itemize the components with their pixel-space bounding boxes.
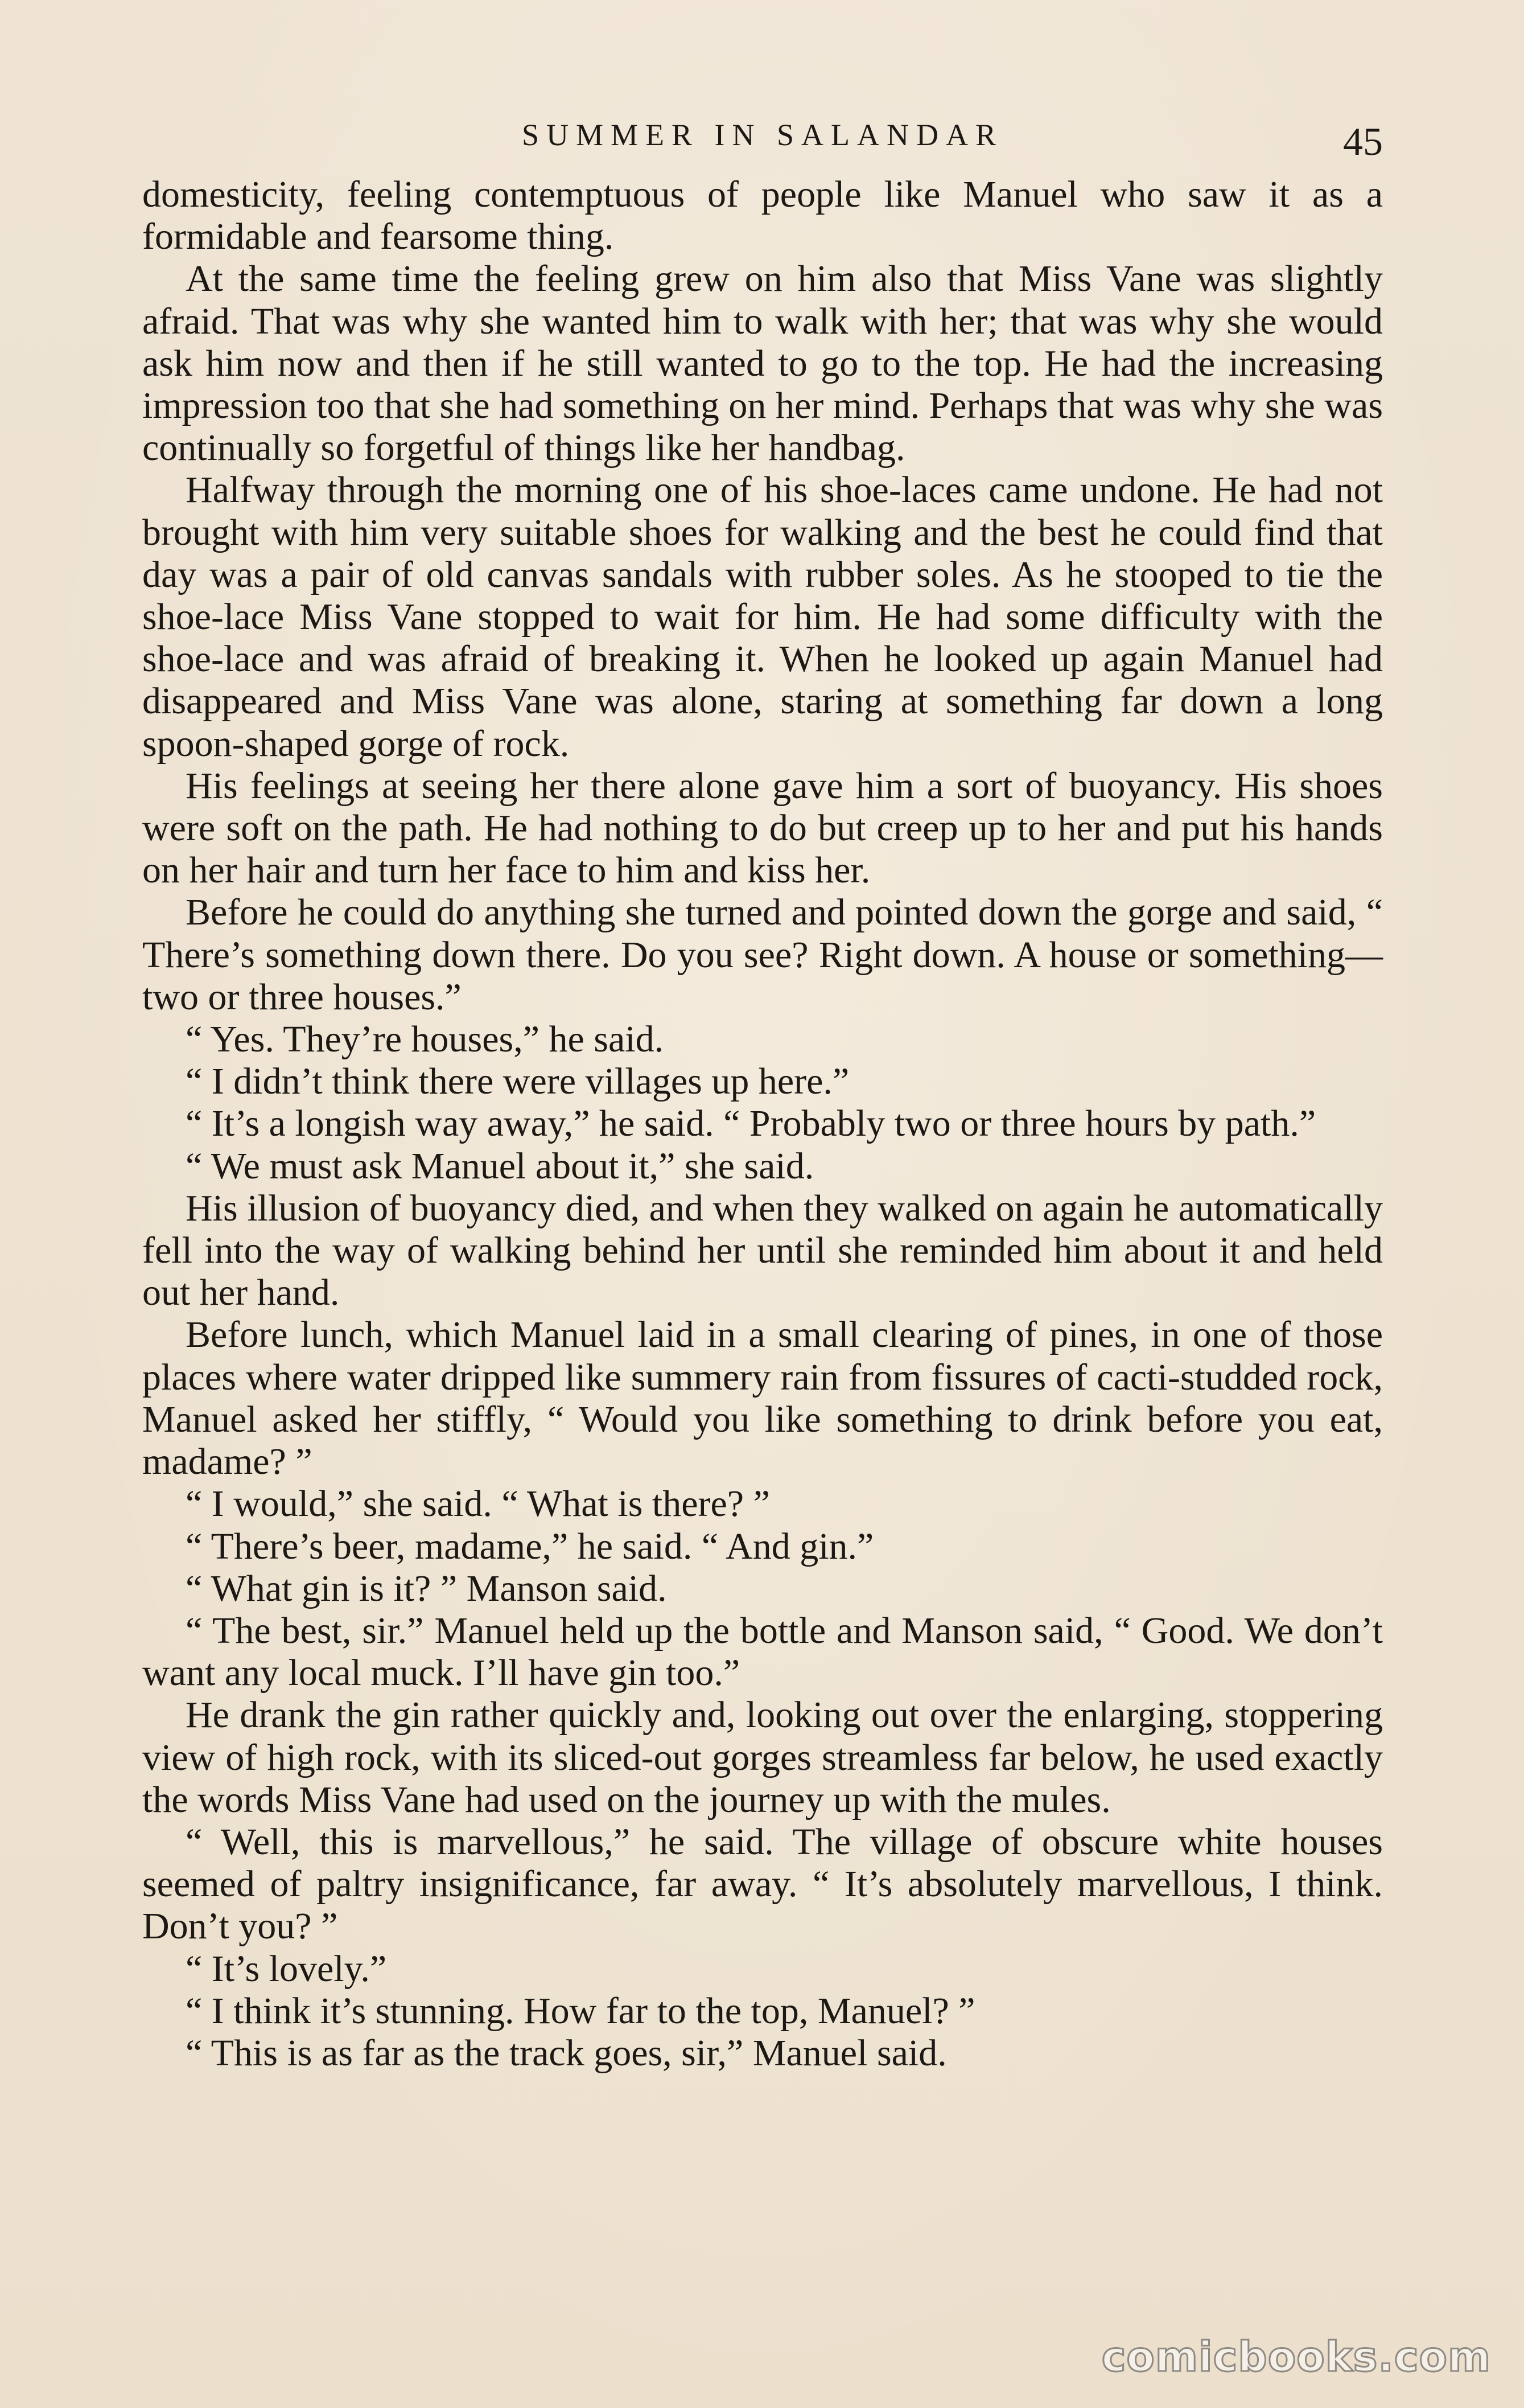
paragraph-7: “ I didn’t think there were villages up here.” xyxy=(186,1061,850,1103)
paragraph-9: “ We must ask Manuel about it,” she said. xyxy=(186,1145,814,1187)
running-head xyxy=(142,113,1383,164)
page-number: 45 xyxy=(1343,120,1383,164)
paragraph-20: “ This is as far as the track goes, sir,” Manuel said. xyxy=(186,2032,947,2074)
running-title: SUMMER IN SALANDAR xyxy=(521,118,1004,152)
paragraph-1: domesticity, feeling contemptuous of people like Manuel who saw it as a formidable and fearsome thing. xyxy=(142,174,1383,258)
paragraph-6: “ Yes. They’re houses,” he said. xyxy=(186,1018,664,1061)
paragraph-19: “ I think it’s stunning. How far to the top, Manuel? ” xyxy=(186,1990,975,2032)
paragraph-18: “ It’s lovely.” xyxy=(186,1947,387,1990)
watermark: comicbooks.com xyxy=(1101,2333,1491,2381)
paragraph-15: “ The best, sir.” Manuel held up the bottle and Manson said, “ Good. We don’t want any local muck. I’ll have gin too.” xyxy=(142,1609,1383,1694)
paragraph-5: Before he could do anything she turned and pointed down the gorge and said, “ There’s something down there. Do you see? Right down. A house or something—two or three houses.” xyxy=(142,891,1383,1018)
paragraph-3: Halfway through the morning one of his shoe-laces came undone. He had not brought with him very suitable shoes for walking and the best he could find that day was a pair of old canvas sandals with rubber soles. As he stooped to tie the shoe-lace Miss Vane stopped to wait for him. He had some difficulty with the shoe-lace and was afraid of breaking it. When he looked up again Manuel had disappeared and Miss Vane was alone, staring at something far down a long spoon-shaped gorge of rock. xyxy=(142,469,1383,765)
paragraph-16: He drank the gin rather quickly and, looking out over the enlarging, stoppering view of high rock, with its sliced-out gorges streamless far below, he used exactly the words Miss Vane had used on the journey up with the mules. xyxy=(142,1694,1383,1821)
paragraph-14: “ What gin is it? ” Manson said. xyxy=(186,1567,667,1609)
paragraph-17: “ Well, this is marvellous,” he said. The village of obscure white houses seemed of paltry insignificance, far away. “ It’s absolutely marvellous, I think. Don’t you? ” xyxy=(142,1821,1383,1947)
paragraph-4: His feelings at seeing her there alone gave him a sort of buoyancy. His shoes were soft on the path. He had nothing to do but creep up to her and put his hands on her hair and turn her face to him and kiss her. xyxy=(142,765,1383,891)
body-text xyxy=(142,174,1383,2074)
paragraph-10: His illusion of buoyancy died, and when they walked on again he automatically fell into the way of walking behind her until she reminded him about it and held out her hand. xyxy=(142,1187,1383,1314)
paragraph-12: “ I would,” she said. “ What is there? ” xyxy=(186,1483,770,1525)
paragraph-13: “ There’s beer, madame,” he said. “ And gin.” xyxy=(186,1525,874,1567)
paragraph-11: Before lunch, which Manuel laid in a small clearing of pines, in one of those places where water dripped like summery rain from fissures of cacti-studded rock, Manuel asked her stiffly, “ Would you like something to drink before you eat, madame? ” xyxy=(142,1314,1383,1483)
paragraph-8: “ It’s a longish way away,” he said. “ Probably two or three hours by path.” xyxy=(186,1103,1316,1145)
paragraph-2: At the same time the feeling grew on him also that Miss Vane was slightly afraid. That was why she wanted him to walk with her; that was why she would ask him now and then if he still wanted to go to the top. He had the increasing impression too that she had something on her mind. Perhaps that was why she was continually so forgetful of things like her handbag. xyxy=(142,258,1383,469)
